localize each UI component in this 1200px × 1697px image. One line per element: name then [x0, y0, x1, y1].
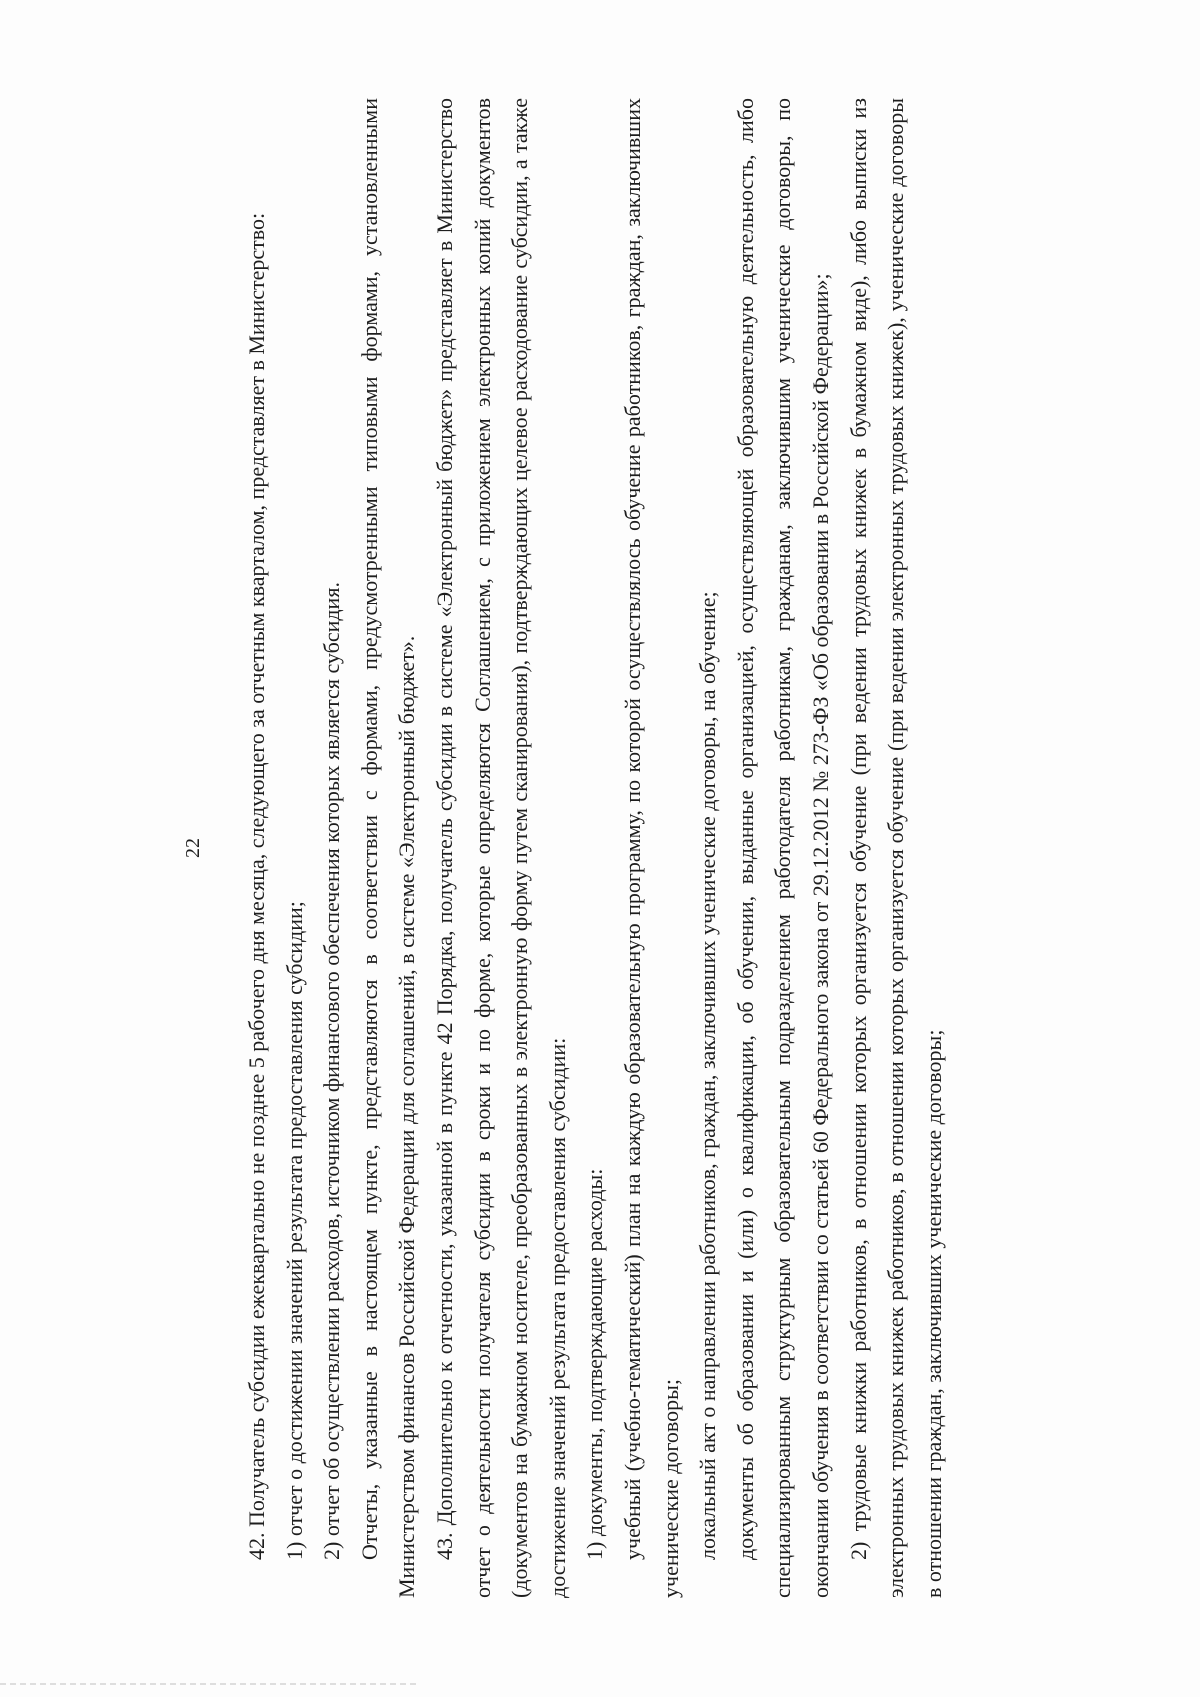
page-number: 22	[182, 838, 204, 858]
paragraph-reports-forms: Отчеты, указанные в настоящем пункте, представляются в соответствии с формами, предусмотренными типовыми формами, установленными Министерством финансов Российской Федерации для соглашений, в системе «Электронный бюджет».	[356, 98, 420, 1598]
paragraph-42-item-2: 2) отчет об осуществлении расходов, источником финансового обеспечения которых является субсидия.	[319, 582, 345, 1560]
document-body	[238, 98, 952, 1598]
paragraph-local-act: локальный акт о направлении работников, граждан, заключивших ученические договоры, на обучение;	[695, 591, 721, 1560]
scan-artifact-line	[0, 1683, 420, 1685]
rotated-text-block	[165, 98, 1035, 1598]
paragraph-42-item-1: 1) отчет о достижении значений результата предоставления субсидии;	[281, 901, 307, 1560]
paragraph-43-item-1: 1) документы, подтверждающие расходы:	[582, 1168, 608, 1560]
paragraph-study-plan: учебный (учебно-тематический) план на каждую образовательную программу, по которой осуществлялось обучение работников, граждан, заключивших ученические договоры;	[619, 98, 683, 1598]
paragraph-42: 42. Получатель субсидии ежеквартально не позднее 5 рабочего дня месяца, следующего за отчетным кварталом, представляет в Министерство:	[244, 212, 269, 1560]
paragraph-43: 43. Дополнительно к отчетности, указанной в пункте 42 Порядка, получатель субсидии в системе «Электронный бюджет» представляет в Министерство отчет о деятельности получателя субсидии в сроки и по форме, которые определяются Соглашением, с приложением электронных копий документов (документов на бумажном носителе, преобразованных в электронную форму путем сканирования), подтверждающих целевое расходование субсидии, а также достижение значений результата предоставления субсидии:	[431, 98, 570, 1598]
paragraph-education-documents: документы об образовании и (или) о квалификации, об обучении, выданные организацией, осуществляющей образовательную деятельность, либо специализированным структурным образовательным подразделением работодателя работникам, гражданам, заключившим ученические договоры, по окончании обучения в соответствии со статьей 60 Федерального закона от 29.12.2012 № 273-ФЗ «Об образовании в Российской Федерации»;	[732, 98, 833, 1598]
paragraph-43-item-2: 2) трудовые книжки работников, в отношении которых организуется обучение (при ведении трудовых книжек в бумажном виде), либо выписки из электронных трудовых книжек работников, в отношении которых организуется обучение (при ведении электронных трудовых книжек), ученические договоры в отношении граждан, заключивших ученические договоры;	[845, 98, 946, 1598]
